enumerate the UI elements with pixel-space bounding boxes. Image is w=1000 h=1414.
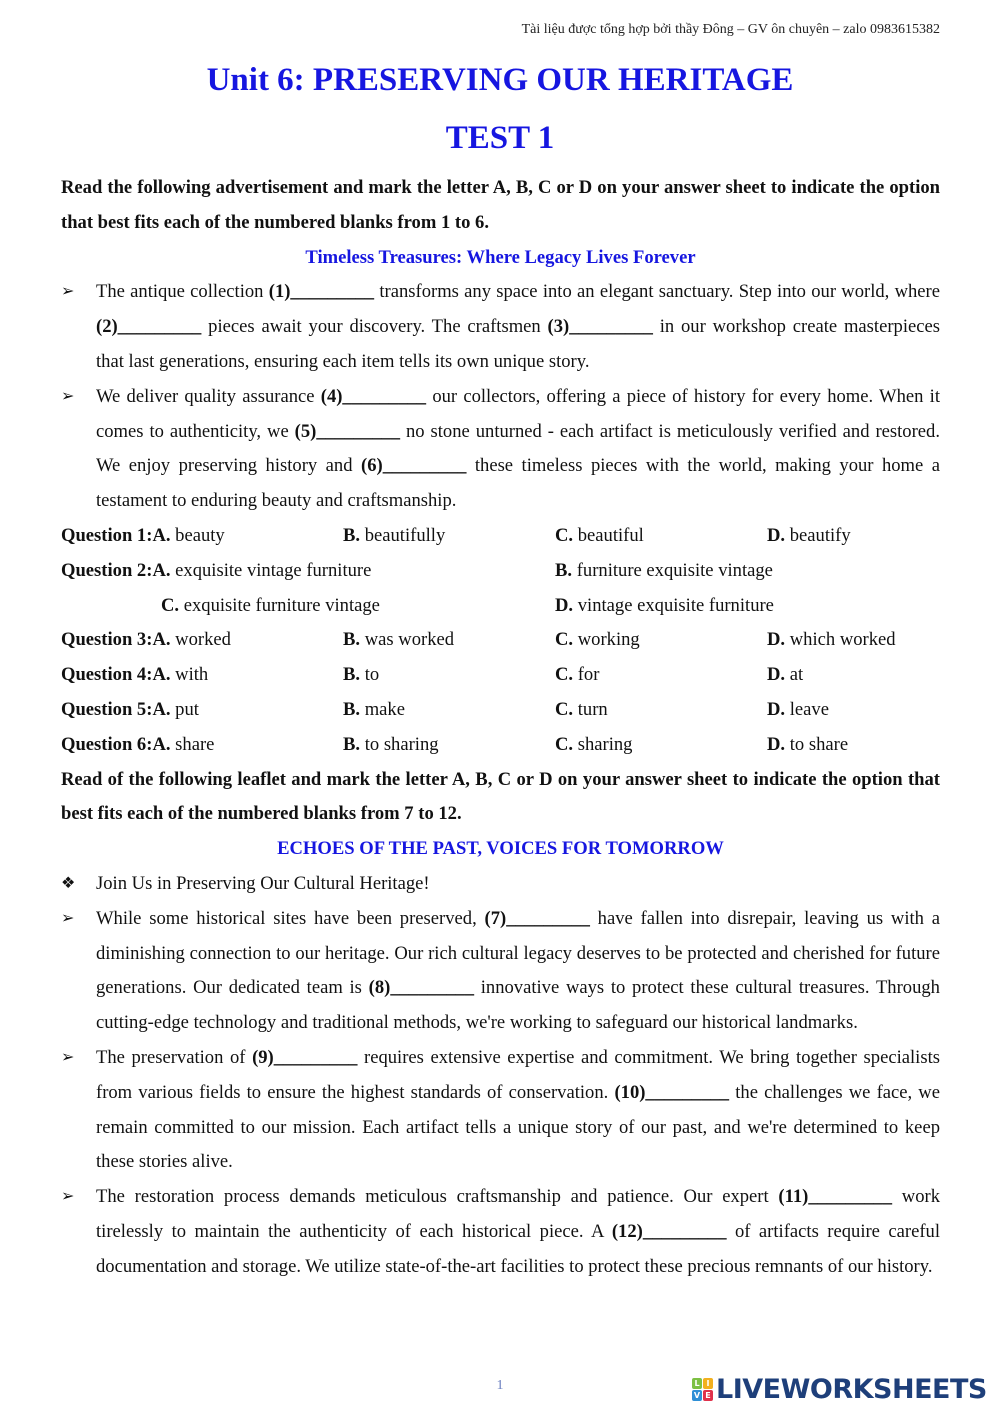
passage-text: no stone unturned - each artifact is meticulously verified and restored. We enjoy preserving history and [96,420,940,477]
passage-text: requires extensive expertise and commitment. We bring together specialists from various fields to ensure the highest standards of conservation. [96,1046,940,1103]
option-letter: C. [555,629,574,651]
option-letter: C. [555,524,574,546]
option [555,560,773,581]
option-text: exquisite furniture vintage [179,594,380,616]
option-letter: A. [152,664,171,686]
option-text: leave [785,698,829,720]
option [152,699,199,720]
passage-text: While some historical sites have been preserved, [96,907,485,929]
logo-block: E [703,1390,713,1401]
option-letter: A. [152,524,171,546]
blank: (1)_________ [268,281,375,303]
option [767,525,851,546]
passage-text: The preservation of [96,1046,253,1068]
question-cell [61,519,343,554]
bullet-icon: ❖ [61,874,76,892]
option-text: vintage exquisite furniture [573,594,774,616]
section1-instruction: Read the following advertisement and mark the letter A, B, C or D on your answer sheet to indicate the option that best fits each of the numbered blanks from 1 to 6. [61,177,940,233]
passage-paragraph [61,1180,940,1284]
blank: (2)_________ [96,316,202,338]
option-text: which worked [785,629,896,651]
page-number: 1 [496,1378,504,1393]
option [555,595,774,616]
question-row [61,728,940,763]
section1-questions [61,519,940,763]
question-cell [767,623,896,658]
option-letter: D. [767,698,786,720]
option [343,734,439,755]
option-letter: A. [152,698,171,720]
option [343,629,454,650]
option-text: beautify [785,524,851,546]
section2-heading: ECHOES OF THE PAST, VOICES FOR TOMORROW [277,838,724,860]
option-letter: B. [343,629,361,651]
option [767,734,848,755]
option-letter: D. [555,594,574,616]
question-label: Question 3: [61,629,153,651]
question-label: Question 4: [61,664,153,686]
option-text: beauty [170,524,225,546]
question-cell [555,554,773,589]
question-cell [767,728,848,763]
option [152,734,214,755]
question-label: Question 6: [61,733,153,755]
passage-text: We deliver quality assurance [96,385,321,407]
passage-text: The antique collection [96,281,269,303]
passage-text: these timeless pieces with the world, making your home a testament to enduring beauty and craftsmanship. [96,455,940,512]
question-cell [555,519,767,554]
option-text: furniture exquisite vintage [572,559,773,581]
option-text: to share [785,733,849,755]
bullet-icon: ➢ [61,1048,75,1066]
logo-text: LIVEWORKSHEETS [716,1374,987,1405]
question-row [61,658,940,693]
passage-text: work tirelessly to maintain the authenticity of each historical piece. A [96,1186,940,1242]
passage-paragraph [61,1041,940,1180]
question-cell [555,728,767,763]
question-cell [767,658,803,693]
option-text: make [360,698,405,720]
option-text: to [360,664,380,686]
passage-text: transforms any space into an elegant sanctuary. Step into our world, where [374,281,940,303]
passage-text: The restoration process demands meticulous craftsmanship and patience. Our expert [96,1186,779,1208]
question-cell [61,623,343,658]
option-text: was worked [360,629,455,651]
option-text: at [785,664,804,686]
option-letter: D. [767,629,786,651]
question-row [61,589,940,624]
blank: (6)_________ [361,455,467,477]
logo-block: L [692,1378,702,1389]
passage-text: our collectors, offering a piece of history for every home. When it comes to authenticity, we [96,385,940,442]
option [152,664,208,685]
option [767,629,896,650]
option [161,595,380,616]
option-text: worked [170,629,231,651]
question-row [61,519,940,554]
option-text: share [170,733,215,755]
section2-passage [61,867,940,1285]
passage-text: innovative ways to protect these cultural treasures. Through cutting-edge technology and traditional methods, we're working to safeguard our historical landmarks. [96,977,940,1034]
option-text: exquisite vintage furniture [170,559,372,581]
question-cell [343,728,555,763]
passage-paragraph [61,902,940,1041]
option [555,699,608,720]
logo-block: V [693,1391,701,1400]
question-cell [61,693,343,728]
question-cell [767,693,829,728]
option-letter: B. [555,559,573,581]
blank: (3)_________ [547,316,653,338]
passage-text: in our workshop create masterpieces that last generations, ensuring each item tells its own unique story. [96,316,940,372]
option-text: to sharing [360,733,439,755]
bullet-icon: ➢ [61,909,75,927]
question-cell [343,519,555,554]
question-cell [61,728,343,763]
option-letter: C. [161,594,180,616]
bullet-icon: ➢ [61,283,75,301]
question-cell [555,658,767,693]
option [767,699,829,720]
bullet-icon: ➢ [61,1188,75,1206]
option-text: with [170,664,209,686]
test-title: TEST 1 [445,120,555,156]
passage-paragraph [61,867,940,902]
option-letter: B. [343,698,361,720]
indent [61,589,161,624]
blank: (5)_________ [294,420,401,442]
option-letter: C. [555,733,574,755]
option-letter: D. [767,733,786,755]
section2-instruction: Read of the following leaflet and mark the letter A, B, C or D on your answer sheet to indicate the option that best fits each of the numbered blanks from 7 to 12. [61,768,940,825]
option [152,629,231,650]
passage-paragraph [61,380,940,519]
liveworksheets-logo [692,1374,987,1405]
option [555,629,640,650]
page-title: Unit 6: PRESERVING OUR HERITAGE [206,62,794,98]
option [152,560,371,581]
question-cell [61,554,555,589]
passage-text: pieces await your discovery. The craftsmen [201,316,548,338]
option-text: beautiful [573,524,644,546]
question-cell [343,623,555,658]
option-letter: B. [343,664,361,686]
question-cell [343,658,555,693]
option-text: turn [573,698,608,720]
option [555,664,599,685]
blank: (11)_________ [778,1186,893,1208]
question-label: Question 2: [61,559,153,581]
question-label: Question 1: [61,524,153,546]
passage-text: the challenges we face, we remain committed to our mission. Each artifact tells a unique story of our past, and we're determined to keep these stories alive. [96,1081,940,1173]
question-label: Question 5: [61,698,153,720]
option-text: for [573,664,600,686]
worksheet-content [61,171,940,1285]
option-letter: A. [152,629,171,651]
question-cell [767,519,851,554]
passage-text: Join Us in Preserving Our Cultural Heritage! [96,872,430,894]
option-letter: C. [555,698,574,720]
option-letter: B. [343,733,361,755]
passage-text: of artifacts require careful documentation and storage. We utilize state-of-the-art facilities to protect these precious remnants of our history. [96,1220,941,1277]
option [343,525,445,546]
option [152,525,224,546]
blank: (10)_________ [614,1081,730,1103]
question-cell [161,589,555,624]
question-cell [343,693,555,728]
logo-icon [692,1378,713,1401]
option-text: working [573,629,640,651]
passage-text: have fallen into disrepair, leaving us with a diminishing connection to our heritage. Our rich cultural legacy deserves to be protected and cherished for future generations. Our dedicated team is [96,907,940,999]
option-text: sharing [573,733,633,755]
option-letter: D. [767,664,786,686]
option [343,664,379,685]
section1-passage [61,275,940,519]
blank: (12)_________ [611,1220,727,1242]
option-letter: A. [152,559,171,581]
logo-block: I [703,1378,713,1389]
question-cell [555,589,774,624]
option-letter: D. [767,524,786,546]
option [555,525,644,546]
option [343,699,405,720]
option-letter: C. [555,664,574,686]
blank: (8)_________ [368,977,475,999]
question-row [61,554,940,589]
option [555,734,632,755]
passage-paragraph [61,275,940,379]
question-row [61,623,940,658]
section1-heading: Timeless Treasures: Where Legacy Lives Forever [305,246,696,268]
blank: (4)_________ [320,385,427,407]
bullet-icon: ➢ [61,387,75,405]
option-text: put [170,698,199,720]
question-row [61,693,940,728]
question-cell [555,623,767,658]
option [767,664,803,685]
option-letter: A. [152,733,171,755]
question-cell [555,693,767,728]
option-text: beautifully [360,524,446,546]
blank: (9)_________ [252,1046,358,1068]
blank: (7)_________ [484,907,590,929]
option-letter: B. [343,524,361,546]
question-cell [61,658,343,693]
header-note: Tài liệu được tổng hợp bởi thầy Đông – GV ôn chuyên – zalo 0983615382 [521,22,940,37]
